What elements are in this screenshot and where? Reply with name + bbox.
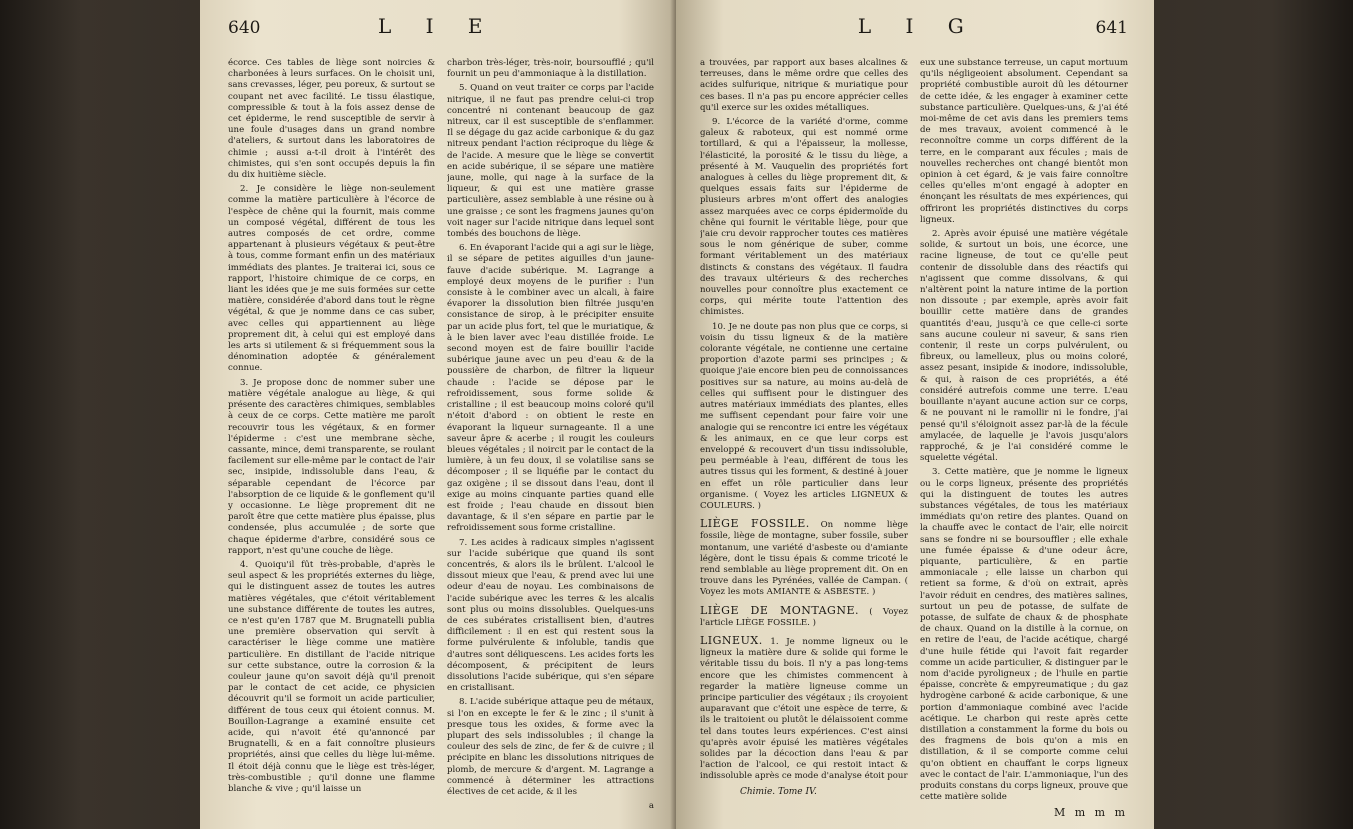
paragraph: charbon très-léger, très-noir, boursoufflé ; qu'il fournit un peu d'ammoniaque à la distillation.: [447, 58, 654, 80]
catchword: a: [648, 801, 654, 812]
signature-mark: M m m m: [1053, 806, 1128, 820]
entry-text: ( Voyez l'article LIÈGE FOSSILE. ): [700, 606, 908, 628]
entry-term: LIGNEUX.: [700, 633, 763, 647]
left-column-1: [228, 58, 435, 829]
running-title-right: L I G: [857, 14, 978, 38]
right-page: [676, 0, 1154, 829]
paragraph: 2. Je considère le liège non-seulement comme la matière particulière à l'écorce de l'espèce de chêne qui la fournit, mais comme un composé végétal, différent de tous les autres composés de cet ordre, comme appartenant à plusieurs végétaux & peut-être à tous, comme formant enfin un des matériaux immédiats des plantes. Je traiterai ici, sous ce rapport, l'histoire chimique de ce corps, en liant les idées que je me suis formées sur cette matière, considérée d'abord dans tout le règne végétal, & que je nomme dans ce cas suber, avec celles qui appartiennent au liège proprement dit, à celui qui est employé dans les arts si utilement & si fréquemment sous la dénomination adoptée & généralement connue.: [228, 184, 435, 374]
running-title-left: L I E: [377, 14, 497, 38]
right-column-1: [700, 58, 908, 829]
paragraph: 6. En évaporant l'acide qui a agi sur le liège, il se sépare de petites aiguilles d'un jaune-fauve d'acide subérique. M. Lagrange a employé deux moyens de le purifier : l'un consiste à le combiner avec un alcali, à faire évaporer la dissolution bien filtrée jusqu'en consistance de sirop, à le précipiter ensuite par un acide plus fort, tel que le muriatique, & à le bien laver avec l'eau distillée froide. Le second moyen est de faire bouillir l'acide subérique jaune avec un peu d'eau & de la poussière de charbon, de filtrer la liqueur chaude : l'acide se dépose par le refroidissement, sous forme solide & cristalline ; il est beaucoup moins coloré qu'il n'étoit d'abord : on obtient le reste en évaporant la liqueur surnageante. Il a une saveur âpre & acerbe ; il rougit les couleurs bleues végétales ; il noircit par le contact de la lumière, à un feu doux, il se volatilise sans se décomposer ; il se liquéfie par le contact du gaz oxigène ; il se dissout dans l'eau, dont il exige au moins cinquante parties quand elle est froide ; l'eau chaude en dissout bien davantage, & il s'en sépare en partie par le refroidissement sous forme cristalline.: [447, 243, 654, 534]
paragraph: 3. Je propose donc de nommer suber une matière végétale analogue au liège, & qui présente des caractères chimiques, semblables à ceux de ce corps. Cette matière me paroît recouvrir tous les végétaux, & en former l'épiderme : c'est une membrane sèche, cassante, mince, demi transparente, se roulant facilement sur elle-même par le contact de l'air sec, insipide, indissoluble dans l'eau, & séparable cependant de l'écorce par l'absorption de ce liquide & le gonflement qu'il y occasionne. Le liège proprement dit ne paroît être que cette matière plus épaisse, plus condensée, plus accumulée ; de sorte que chaque épiderme d'arbre, considéré sous ce rapport, n'est qu'une couche de liège.: [228, 377, 435, 556]
page-number-right: 641: [1095, 18, 1128, 38]
paragraph: 7. Les acides à radicaux simples n'agissent sur l'acide subérique que quand ils sont concentrés, & alors ils le brûlent. L'alcool le dissout mieux que l'eau, & prend avec lui une odeur d'eau de noyau. Les combinaisons de l'acide subérique avec les terres & les alcalis sont plus ou moins dissolubles. Quelques-uns de ces subérates cristallisent bien, d'autres difficilement : il en est qui restent sous la forme pulvérulente & infoluble, tandis que d'autres sont déliquescens. Les acides forts les décomposent, & précipitent de leurs dissolutions l'acide subérique, qui s'en sépare en cristallisant.: [447, 537, 654, 694]
entry-text: 1. Je nomme ligneux ou le ligneux la matière dure & solide qui forme le véritable tissu du bois. Il n'y a pas long-tems encore que les chimistes commencent à regarder la matière ligneuse comme un principe particulier des végétaux ; ils croyoient auparavant que c'étoit une espèce de terre, & ils le traitoient ou plutôt le délaissoient comme tel dans toutes leurs expériences. C'est ainsi qu'après avoir épuisé les matières végétales solides par la décoction dans l'eau & par l'action de l'alcool, ce qui restoit intact & indissoluble après ce mode d'analyse étoit pour: [700, 636, 908, 782]
paragraph: 3. Cette matière, que je nomme le ligneux ou le corps ligneux, présente des propriétés qui la distinguent de toutes les autres substances végétales, de tous les matériaux immédiats qu'on retire des plantes. Quand on la chauffe avec le contact de l'air, elle noircit sans se fondre ni se boursouffler ; elle exhale une fumée épaisse & d'une odeur âcre, piquante, particulière, & en partie ammoniacale ; elle laisse un charbon qui retient sa forme, & d'où on extrait, après l'avoir réduit en cendres, des matières salines, surtout un peu de potasse, de sulfate de potasse, de sulfate de chaux & de phosphate de chaux. Quand on la distille à la cornue, on en retire de l'eau, de l'acide acétique, chargé d'une huile fétide qui l'avoit fait regarder comme un acide particulier, & distinguer par le nom d'acide pyroligneux ; de l'huile en partie épaisse, concrète & empyreumatique ; du gaz hydrogène carboné & acide carbonique, & une portion d'ammoniaque combiné avec l'acide acétique. Le charbon qui reste après cette distillation a constamment la forme du bois ou des fragmens de bois qu'on a mis en distillation, & il se comporte comme celui qu'on obtient en chauffant le corps ligneux avec le contact de l'air. L'ammoniaque, l'un des produits constans du corps ligneux, prouve que cette matière solide: [920, 467, 1128, 803]
dictionary-entry: [700, 635, 908, 783]
paragraph: a trouvées, par rapport aux bases alcalines & terreuses, dans le même ordre que celles des acides sulfurique, nitrique & muriatique pour ces bases. Il n'a pas pu encore apprécier celles qu'il exerce sur les oxides métalliques.: [700, 58, 908, 113]
right-page-header: [700, 14, 1128, 44]
paragraph: 9. L'écorce de la variété d'orme, comme galeux & raboteux, qui est nommé orme tortillard, & qui a l'épaisseur, la mollesse, l'élasticité, la porosité & le tissu du liège, a présenté à M. Vauquelin des propriétés fort analogues à celles du liège proprement dit, & quelques essais faits sur l'épiderme de plusieurs arbres m'ont offert des analogies assez marquées avec ce corps épidermoïde du chêne qui fournit le véritable liège, pour que j'aie cru devoir rapprocher toutes ces matières sous le nom générique de suber, comme formant véritablement un des matériaux distincts & constans des végétaux. Il faudra des travaux ultérieurs & des recherches nouvelles pour connoître plus exactement ce corps, qui mérite toute l'attention des chimistes.: [700, 117, 908, 318]
paragraph: 8. L'acide subérique attaque peu de métaux, si l'on en excepte le fer & le zinc ; il s'unit à presque tous les oxides, & forme avec la plupart des sels indissolubles ; il change la couleur des sels de zinc, de fer & de cuivre ; il précipite en blanc les dissolutions nitriques de plomb, de mercure & d'argent. M. Lagrange a commencé à déterminer les attractions électives de cet acide, & il les: [447, 697, 654, 797]
paragraph: écorce. Ces tables de liège sont noircies & charbonées à leurs surfaces. On le choisit uni, sans crevasses, léger, peu poreux, & surtout se coupant net avec facilité. Le tissu élastique, compressible & tout à la fois assez dense de cet épiderme, le rend susceptible de servir à une foule d'usages dans un grand nombre d'ateliers, & surtout dans les laboratoires de chimie ; aussi a-t-il droit à l'intérêt des chimistes, qui s'en sont occupés depuis la fin du dix huitième siècle.: [228, 58, 435, 181]
entry-text: On nomme liège fossile, liège de montagne, suber fossile, suber montanum, une variété d'asbeste ou d'amiante légère, dont le tissu épais & comme tricoté le rend semblable au liège proprement dit. On en trouve dans les Pyrénées, vallée de Campan. ( Voyez les mots AMIANTE & ASBESTE. ): [700, 520, 908, 598]
paragraph: 10. Je ne doute pas non plus que ce corps, si voisin du tissu ligneux & de la matière colorante végétale, ne contienne une certaine proportion d'azote parmi ses principes ; & quoique j'aie encore bien peu de connoissances positives sur sa nature, au moins au-delà de celles qui suffisent pour le distinguer des autres matériaux immédiats des plantes, elles me suffisent cependant pour faire voir une analogie qui se rencontre ici entre les végétaux & les animaux, en ce que leur corps est enveloppé & recouvert d'un tissu indissoluble, peu perméable à l'eau, différent de tous les autres tissus qui les forment, & destiné à jouer en effet un rôle particulier dans leur organisme. ( Voyez les articles LIGNEUX & COULEURS. ): [700, 321, 908, 511]
paragraph: 2. Après avoir épuisé une matière végétale solide, & surtout un bois, une écorce, une racine ligneuse, de tout ce qu'elle peut contenir de dissoluble dans des réactifs qui n'agissent que comme dissolvans, & qui n'altèrent point la nature intime de la portion non dissoute ; par exemple, après avoir fait bouillir cette matière dans de grandes quantités d'eau, jusqu'à ce que celle-ci sorte sans aucune couleur ni saveur, & sans rien contenir, il reste un corps pulvérulent, ou fibreux, ou lamelleux, plus ou moins coloré, assez pesant, insipide & inodore, indissoluble, & qui, à raison de ces propriétés, a été considéré autrefois comme une terre. L'eau bouillante n'ayant aucune action sur ce corps, & ne pouvant ni le ramollir ni le fondre, j'ai pensé qu'il s'éloignoit assez par-là de la fécule amylacée, de laquelle je l'avois jusqu'alors rapproché, & je l'ai considéré comme le squelette végétal.: [920, 229, 1128, 464]
volume-footer: Chimie. Tome IV.: [740, 786, 817, 797]
dictionary-entry: [700, 605, 908, 629]
dictionary-entry: [700, 518, 908, 598]
paragraph: 4. Quoiqu'il fût très-probable, d'après le seul aspect & les propriétés externes du liège, qui le distinguent assez de toutes les autres matières végétales, que c'étoit véritablement une substance différente de toutes les autres, ce n'est qu'en 1787 que M. Brugnatelli publia une première observation qui servît à caractériser le liège comme une matière particulière. En distillant de l'acide nitrique sur cette substance, outre la corrosion & la couleur jaune qu'on savoit déjà qu'il prenoit par le contact de cet acide, ce physicien découvrit qu'il se formoit un acide particulier, différent de tous ceux qui étoient connus. M. Bouillon-Lagrange a examiné ensuite cet acide, qui n'avoit été qu'annoncé par Brugnatelli, & en a fait connoître plusieurs propriétés, ainsi que celles du liège lui-même. Il étoit déjà connu que le liège est très-léger, très-combustible ; qu'il donne une flamme blanche & vive ; qu'il laisse un: [228, 559, 435, 794]
right-column-2: [920, 58, 1128, 829]
entry-term: LIÈGE DE MONTAGNE.: [700, 603, 859, 617]
page-footer: [700, 787, 908, 798]
left-page: [200, 0, 676, 829]
paragraph: 5. Quand on veut traiter ce corps par l'acide nitrique, il ne faut pas prendre celui-ci trop concentré ni contenant beaucoup de gaz nitreux, car il est susceptible de s'enflammer. Il se dégage du gaz acide carbonique & du gaz nitreux pendant l'action réciproque du liège & de l'acide. A mesure que le liège se convertit en acide subérique, il se sépare une matière jaune, molle, qui nage à la surface de la liqueur, & qui est une matière grasse particulière, assez semblable à une résine ou à une graisse ; ce sont les fragmens jaunes qu'on voit nager sur l'acide nitrique dans lequel sont tombés des bouchons de liège.: [447, 83, 654, 240]
page-number-left: 640: [228, 18, 261, 38]
left-page-header: [228, 14, 654, 44]
entry-term: LIÈGE FOSSILE.: [700, 517, 810, 531]
paragraph: eux une substance terreuse, un caput mortuum qu'ils négligeoient absolument. Cependant sa propriété combustible auroit dû les détourner de cette idée, & les engager à examiner cette substance particulière. Quelques-uns, & j'ai été moi-même de cet avis dans les premiers tems de mes travaux, avoient commencé à le reconnoître comme un corps différent de la terre, en le comparant aux fécules ; mais de nouvelles recherches ont changé bientôt mon opinion à cet égard, & je vais faire connoître celles qu'elles m'ont engagé à adopter en énonçant les résultats de mes expériences, qui offriront les propriétés distinctives du corps ligneux.: [920, 58, 1128, 225]
left-column-2: [447, 58, 654, 829]
